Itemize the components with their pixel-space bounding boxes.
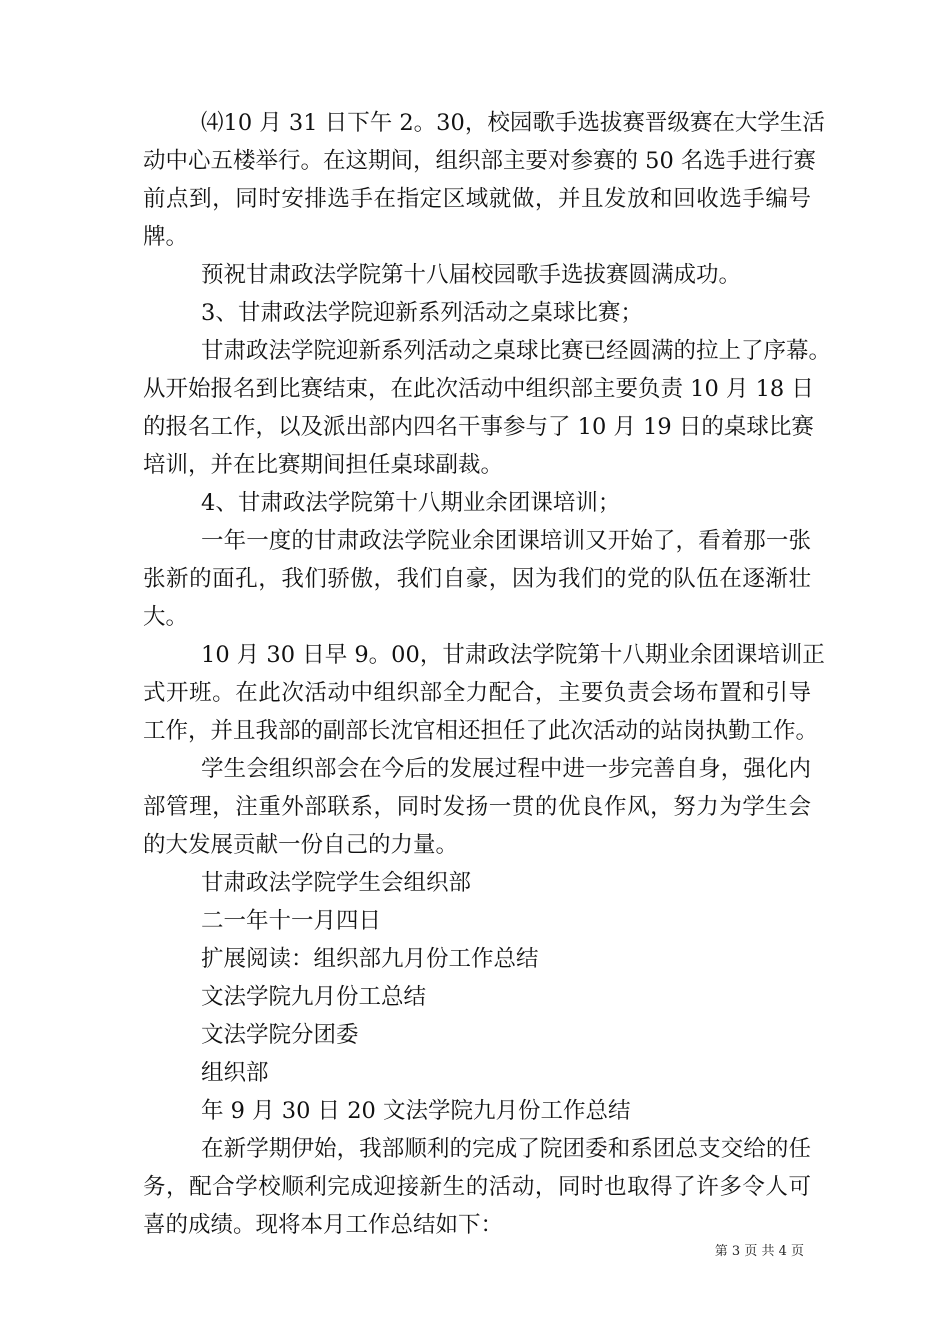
text-line: 的大发展贡献一份自己的力量。 <box>143 832 459 858</box>
text-line: 10 月 30 日早 9。00，甘肃政法学院第十八期业余团课培训正 <box>201 642 825 668</box>
text-line: 二一年十一月四日 <box>201 908 382 934</box>
text-line: 预祝甘肃政法学院第十八届校园歌手选拔赛圆满成功。 <box>201 262 742 288</box>
text-line: 甘肃政法学院迎新系列活动之桌球比赛已经圆满的拉上了序幕。 <box>201 338 832 364</box>
text-line: 培训，并在比赛期间担任桌球副裁。 <box>143 452 504 478</box>
text-line: ⑷10 月 31 日下午 2。30，校园歌手选拔赛晋级赛在大学生活 <box>201 110 825 136</box>
text-line: 扩展阅读：组织部九月份工作总结 <box>201 946 539 972</box>
text-line: 年 9 月 30 日 20 文法学院九月份工作总结 <box>201 1098 631 1124</box>
text-line: 务，配合学校顺利完成迎接新生的活动，同时也取得了许多令人可 <box>143 1174 811 1200</box>
text-line: 3、甘肃政法学院迎新系列活动之桌球比赛； <box>201 300 643 326</box>
text-line: 式开班。在此次活动中组织部全力配合，主要负责会场布置和引导 <box>143 680 811 706</box>
text-line: 组织部 <box>201 1060 269 1086</box>
text-line: 从开始报名到比赛结束，在此次活动中组织部主要负责 10 月 18 日 <box>143 376 814 402</box>
text-line: 大。 <box>143 604 189 630</box>
text-line: 张新的面孔，我们骄傲，我们自豪，因为我们的党的队伍在逐渐壮 <box>143 566 811 592</box>
text-line: 一年一度的甘肃政法学院业余团课培训又开始了，看着那一张 <box>201 528 811 554</box>
document-body <box>143 104 832 1244</box>
text-line: 牌。 <box>143 224 189 250</box>
text-line: 动中心五楼举行。在这期间，组织部主要对参赛的 50 名选手进行赛 <box>143 148 816 174</box>
text-line: 甘肃政法学院学生会组织部 <box>201 870 472 896</box>
page-number: 第 3 页 共 4 页 <box>714 1244 804 1259</box>
text-line: 部管理，注重外部联系，同时发扬一贯的优良作风，努力为学生会 <box>143 794 811 820</box>
text-line: 的报名工作，以及派出部内四名干事参与了 10 月 19 日的桌球比赛 <box>143 414 814 440</box>
text-line: 4、甘肃政法学院第十八期业余团课培训； <box>201 490 621 516</box>
text-line: 文法学院分团委 <box>201 1022 359 1048</box>
text-line: 学生会组织部会在今后的发展过程中进一步完善自身，强化内 <box>201 756 811 782</box>
text-line: 在新学期伊始，我部顺利的完成了院团委和系团总支交给的任 <box>201 1136 811 1162</box>
text-line: 工作，并且我部的副部长沈官相还担任了此次活动的站岗执勤工作。 <box>143 718 819 744</box>
text-line: 文法学院九月份工总结 <box>201 984 427 1010</box>
text-line: 喜的成绩。现将本月工作总结如下： <box>143 1212 504 1238</box>
text-line: 前点到，同时安排选手在指定区域就做，并且发放和回收选手编号 <box>143 186 811 212</box>
